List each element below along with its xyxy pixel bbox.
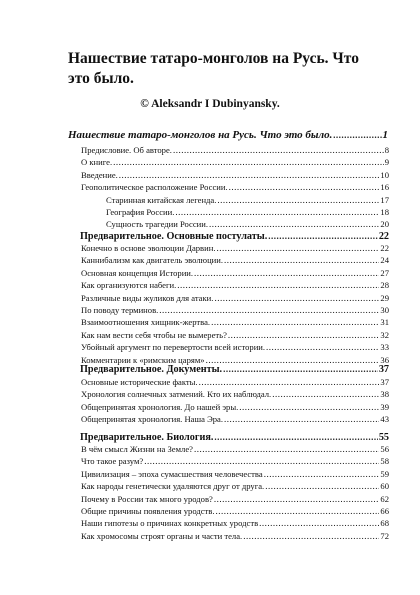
toc-entry[interactable] [81,481,389,493]
toc-entry[interactable] [81,342,389,354]
toc-entry-page: 9 [384,157,389,168]
toc-leader [264,469,380,479]
toc-leader [175,207,379,217]
toc-entry-label: Как организуются набеги. [81,280,177,291]
toc-entry-label: Сущность трагедии России. [106,219,209,230]
toc-entry-label: О книге. [81,157,113,168]
toc-entry-label: Нашествие татаро-монголов на Русь. Что это было. [68,129,333,141]
toc-entry-page: 39 [380,401,389,412]
toc-leader [243,531,379,541]
toc-leader [333,130,381,140]
toc-entry-page: 18 [380,207,389,217]
document-title: Нашествие татаро-монголов на Русь. Что это было. [68,50,359,87]
toc-entry-label: Старинная китайская легенда. [106,194,217,205]
toc-entry-label: География России. [106,207,175,217]
toc-entry[interactable] [81,414,389,426]
toc-entry-page: 60 [380,481,389,492]
toc-entry-page: 24 [380,255,389,266]
toc-entry-label: Общепринятая хронология. Наша Эра. [81,414,223,425]
toc-entry-label: В чём смысл Жизни на Земле? [81,444,193,454]
toc-entry-label: Наши гипотезы о причинах конкретных уродств [81,518,259,529]
toc-entry-page: 66 [380,506,389,516]
toc-sub-entry[interactable] [106,195,389,207]
toc-entry-label: Конечно в основе эволюции Дарвин. [81,243,216,253]
toc-entry-page: 8 [384,145,389,155]
toc-entry-page: 38 [380,389,389,400]
toc-entry[interactable] [81,293,389,305]
toc-entry[interactable] [81,444,389,456]
toc-entry-label: Геополитическое расположение России. [81,182,228,193]
toc-leader [216,243,379,253]
toc-entry-page: 20 [380,219,389,230]
toc-entry-page: 59 [380,468,389,479]
toc-leader [173,145,384,155]
toc-entry[interactable] [81,157,389,169]
toc-leader [113,157,384,167]
toc-leader [224,414,379,424]
toc-entry[interactable] [81,330,389,342]
toc-entry-label: По поводу терминов. [81,305,159,315]
toc-entry-page: 43 [380,414,389,425]
toc-section-heading[interactable] [80,364,389,377]
toc-entry-label: Что такое разум? [81,456,144,467]
toc-entry[interactable] [81,255,389,267]
toc-leader [266,342,379,352]
toc-entry-page: 33 [380,342,389,353]
toc-entry[interactable] [81,494,389,506]
toc-leader [194,268,379,278]
toc-entry-label: Общепринятая хронология. До нашей эры. [81,401,239,412]
toc-entry[interactable] [81,506,389,518]
toc-entry[interactable] [81,145,389,157]
toc-entry-page: 32 [380,329,389,340]
toc-leader [259,518,379,528]
toc-entry[interactable] [81,280,389,292]
toc-entry-page: 37 [380,377,389,387]
toc-entry-label: Введение. [81,169,118,180]
toc-entry[interactable] [81,389,389,401]
toc-entry-page: 27 [380,267,389,278]
toc-leader [265,481,379,491]
toc-entry-page: 62 [380,493,389,504]
toc-entry-page: 1 [382,129,388,141]
toc-leader [159,305,379,315]
toc-leader [211,317,379,327]
document-author: © Aleksandr I Dubinyansky. [140,98,280,110]
toc-entry-label: Основные исторические факты. [81,377,198,387]
toc-entry-label: Цивилизация – эпоха сумасшествия человечества [81,468,263,479]
toc-leader [268,231,378,241]
toc-entry[interactable] [81,469,389,481]
toc-entry-page: 29 [380,292,389,303]
toc-entry-label: Различные виды жуликов для атаки. [81,292,214,303]
toc-entry-label: Предварительное. Основные постулаты. [80,231,268,242]
toc-entry-label: Предварительное. Документы. [80,364,223,375]
toc-leader [228,330,380,340]
toc-entry-page: 28 [380,280,389,291]
toc-entry-page: 30 [380,305,389,315]
toc-entry-label: Как народы генетически удаляются друг от друга. [81,481,265,492]
toc-leader [214,494,380,504]
toc-leader [229,182,380,192]
toc-entry-page: 17 [380,194,389,205]
toc-main-entry[interactable] [68,129,388,143]
toc-sub-entry[interactable] [106,219,389,231]
toc-entry-label: Убойный аргумент по перевертости всей истории. [81,342,266,353]
toc-leader [144,456,379,466]
toc-leader [214,293,379,303]
toc-entry-label: Хронология солнечных затмений. Кто их наблюдал. [81,389,272,400]
toc-leader [217,195,379,205]
toc-leader [209,219,379,229]
toc-entry-label: Предварительное. Биология. [80,432,214,443]
toc-entry-page: 68 [380,518,389,529]
toc-entry[interactable] [81,456,389,468]
toc-entry-page: 72 [380,530,389,541]
toc-entry[interactable] [81,305,389,317]
toc-entry-label: Почему в России так много уродов? [81,493,213,504]
toc-entry-label: Взаимоотношения хищник-жертва. [81,317,211,328]
toc-entry-label: Как нам вести себя чтобы не вымереть? [81,329,227,340]
toc-entry-label: Как хромосомы строят органы и части тела. [81,530,243,541]
toc-entry[interactable] [81,531,389,543]
toc-sub-entry[interactable] [106,207,389,219]
toc-entry[interactable] [81,170,389,182]
toc-entry[interactable] [81,377,389,389]
toc-leader [119,170,380,180]
toc-leader [199,377,380,387]
toc-entry-page: 22 [380,243,389,253]
toc-leader [214,432,377,442]
toc-entry-label: Предисловие. Об авторе. [81,145,172,155]
toc-entry[interactable] [81,268,389,280]
toc-leader [177,280,379,290]
toc-entry-page: 37 [378,364,389,375]
toc-entry-page: 58 [380,456,389,467]
toc-leader [194,444,379,454]
toc-entry-page: 36 [380,354,389,365]
toc-entry[interactable] [81,317,389,329]
toc-leader [239,402,379,412]
toc-entry[interactable] [81,402,389,414]
toc-entry[interactable] [81,518,389,530]
toc-leader [216,506,380,516]
toc-entry-page: 10 [380,169,389,180]
toc-leader [223,364,378,374]
toc-entry[interactable] [81,182,389,194]
toc-entry-label: Каннибализм как двигатель эволюции. [81,255,224,266]
toc-entry[interactable] [81,243,389,255]
toc-entry-page: 31 [380,317,389,328]
toc-entry-page: 22 [378,231,389,242]
toc-entry-label: Общие причины появления уродств. [81,506,215,516]
toc-leader [224,255,379,265]
toc-entry-page: 56 [380,444,389,454]
toc-entry-label: Комментарии к «римским царям» [81,354,205,365]
toc-entry-page: 55 [378,432,389,443]
toc-entry-label: Основная концепция Истории. [81,267,194,278]
toc-entry-page: 16 [380,182,389,193]
toc-leader [272,389,379,399]
